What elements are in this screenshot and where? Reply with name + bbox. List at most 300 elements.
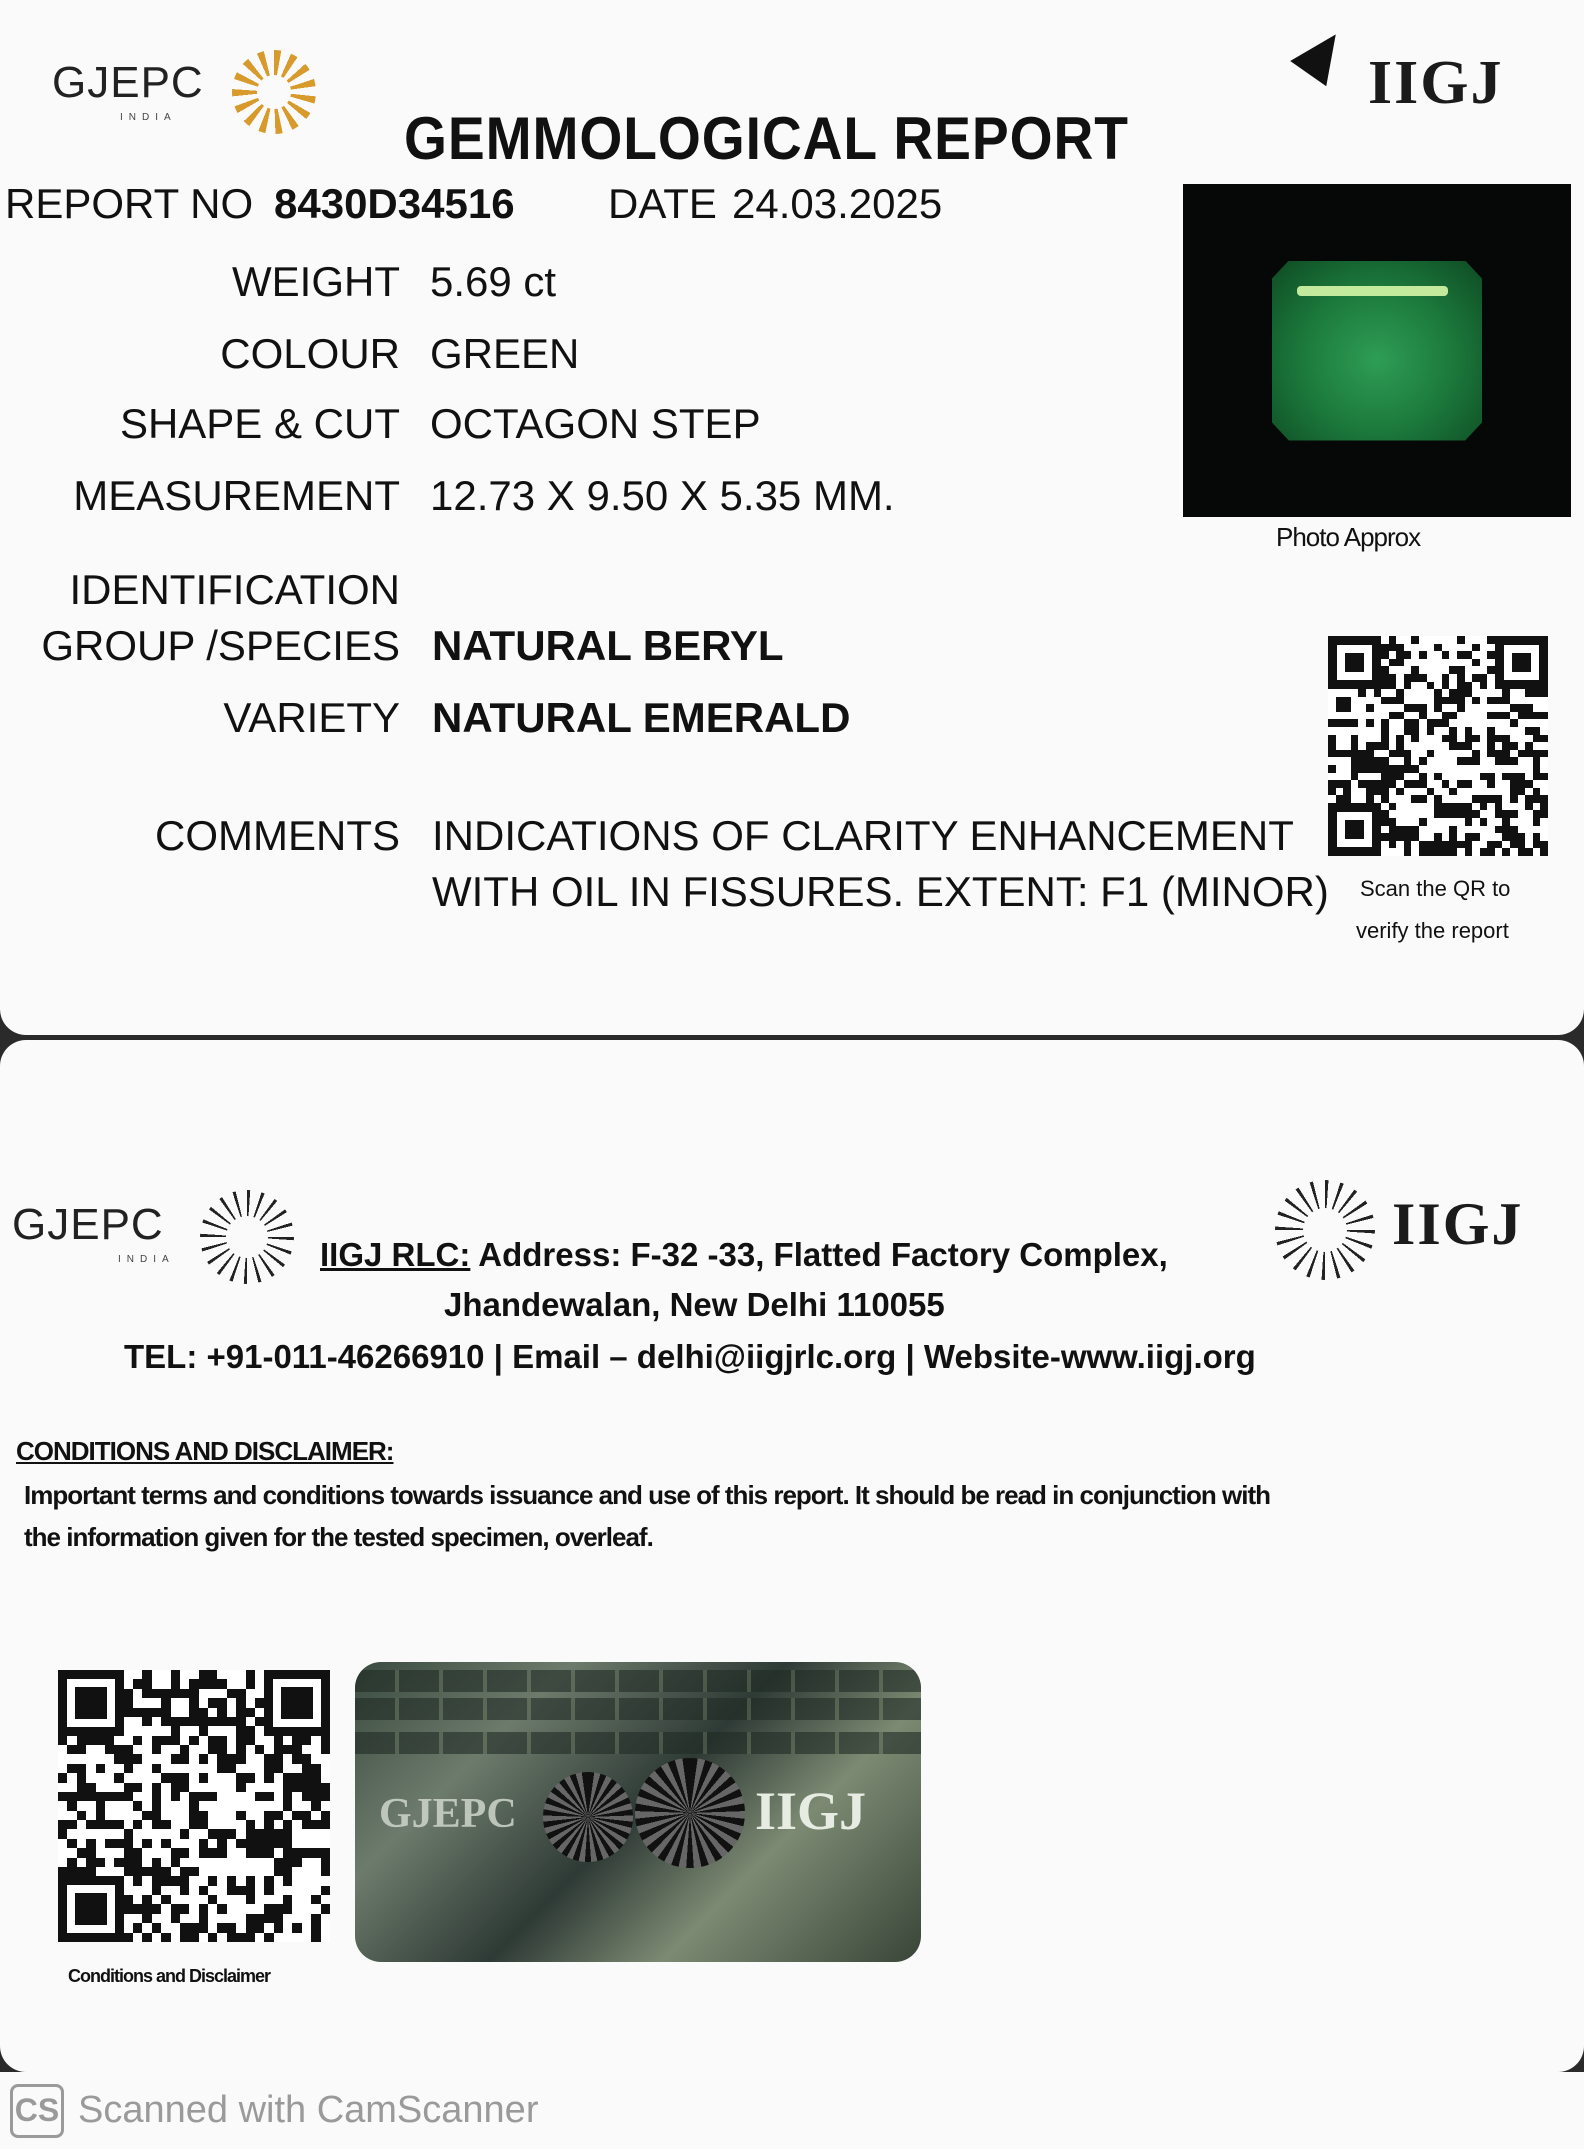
qr-module [1343, 727, 1351, 735]
qr-module [1457, 704, 1465, 712]
qr-module [1336, 750, 1344, 758]
qr-module [114, 1773, 123, 1782]
qr-module [1396, 750, 1404, 758]
qr-module [133, 1670, 142, 1679]
qr-module [255, 1904, 264, 1913]
qr-module [1540, 727, 1548, 735]
qr-module [311, 1886, 320, 1895]
qr-module [283, 1811, 292, 1820]
qr-module [189, 1820, 198, 1829]
qr-module [283, 1848, 292, 1857]
qr-module [1411, 682, 1419, 690]
qr-module [133, 1858, 142, 1867]
qr-module [311, 1933, 320, 1942]
qr-module [114, 1745, 123, 1754]
qr-module [105, 1820, 114, 1829]
qr-module [236, 1689, 245, 1698]
qr-module [1465, 727, 1473, 735]
qr-module [114, 1754, 123, 1763]
qr-module [189, 1933, 198, 1942]
qr-module [1495, 757, 1503, 765]
qr-module [152, 1801, 161, 1810]
qr-module [1434, 697, 1442, 705]
qr-module [1351, 780, 1359, 788]
qr-module [1465, 719, 1473, 727]
qr-module [1540, 712, 1548, 720]
report-no-label: REPORT NO [5, 180, 254, 227]
qr-module [1396, 735, 1404, 743]
qr-module [1495, 788, 1503, 796]
qr-module [1434, 735, 1442, 743]
qr-module [1465, 765, 1473, 773]
qr-module [1480, 727, 1488, 735]
qr-module [1495, 727, 1503, 735]
qr-module [1396, 659, 1404, 667]
qr-module [86, 1783, 95, 1792]
qr-module [321, 1895, 330, 1904]
qr-module [302, 1848, 311, 1857]
qr-module [1465, 659, 1473, 667]
qr-module [1465, 788, 1473, 796]
qr-module [189, 1698, 198, 1707]
qr-module [217, 1717, 226, 1726]
qr-module [1411, 666, 1419, 674]
qr-module [1480, 674, 1488, 682]
qr-module [86, 1801, 95, 1810]
qr-module [1495, 704, 1503, 712]
qr-module [1389, 826, 1397, 834]
qr-module [133, 1689, 142, 1698]
qr-module [133, 1933, 142, 1942]
qr-module [124, 1792, 133, 1801]
qr-module [133, 1801, 142, 1810]
qr-module [180, 1839, 189, 1848]
qr-module [217, 1848, 226, 1857]
qr-module [124, 1736, 133, 1745]
qr-module [1358, 765, 1366, 773]
qr-module [142, 1923, 151, 1932]
qr-module [1419, 682, 1427, 690]
qr-module [1449, 795, 1457, 803]
qr-module [1381, 773, 1389, 781]
qr-module [1336, 719, 1344, 727]
qr-module [133, 1679, 142, 1688]
qr-module [246, 1792, 255, 1801]
qr-module [1518, 742, 1526, 750]
qr-module [67, 1754, 76, 1763]
qr-module [1502, 727, 1510, 735]
qr-module [1465, 780, 1473, 788]
qr-module [208, 1839, 217, 1848]
qr-module [1457, 803, 1465, 811]
qr-module [1411, 674, 1419, 682]
conditions-qr-caption: Conditions and Disclaimer [68, 1966, 271, 1986]
qr-module [1510, 765, 1518, 773]
qr-module [1449, 666, 1457, 674]
qr-module [77, 1745, 86, 1754]
qr-module [1366, 765, 1374, 773]
qr-module [1540, 818, 1548, 826]
qr-module [1396, 697, 1404, 705]
qr-module [321, 1736, 330, 1745]
qr-module [1442, 727, 1450, 735]
qr-module [1381, 826, 1389, 834]
qr-module [1472, 674, 1480, 682]
qr-module [189, 1829, 198, 1838]
qr-module [246, 1933, 255, 1942]
qr-module [236, 1811, 245, 1820]
qr-module [171, 1783, 180, 1792]
qr-module [1366, 795, 1374, 803]
qr-module [124, 1820, 133, 1829]
qr-module [161, 1904, 170, 1913]
qr-module [302, 1923, 311, 1932]
qr-module [142, 1736, 151, 1745]
qr-module [96, 1736, 105, 1745]
qr-module [124, 1670, 133, 1679]
qr-module [1434, 773, 1442, 781]
qr-module [1404, 666, 1412, 674]
qr-module [161, 1923, 170, 1932]
qr-module [1487, 750, 1495, 758]
qr-module [1533, 689, 1541, 697]
qr-module [161, 1773, 170, 1782]
qr-module [1525, 704, 1533, 712]
qr-module [1419, 712, 1427, 720]
qr-module [105, 1736, 114, 1745]
qr-module [180, 1689, 189, 1698]
qr-module [1336, 757, 1344, 765]
qr-module [77, 1820, 86, 1829]
qr-module [152, 1792, 161, 1801]
qr-module [1404, 636, 1412, 644]
qr-module [1411, 773, 1419, 781]
qr-module [142, 1848, 151, 1857]
qr-module [302, 1876, 311, 1885]
gjepc-emblem-icon [232, 50, 316, 134]
qr-module [255, 1923, 264, 1932]
photo-caption: Photo Approx [1276, 522, 1421, 552]
qr-module [1510, 810, 1518, 818]
qr-module [1465, 674, 1473, 682]
qr-module [67, 1801, 76, 1810]
qr-module [1434, 841, 1442, 849]
gjepc-emblem-icon [200, 1190, 294, 1284]
qr-module [1389, 803, 1397, 811]
qr-module [208, 1670, 217, 1679]
qr-module [1442, 841, 1450, 849]
report-back-card [0, 1040, 1584, 2072]
qr-module [264, 1773, 273, 1782]
qr-module [1328, 727, 1336, 735]
qr-module [1525, 780, 1533, 788]
qr-module [1449, 651, 1457, 659]
qr-module [199, 1792, 208, 1801]
qr-module [292, 1829, 301, 1838]
qr-module [1449, 848, 1457, 856]
qr-module [255, 1764, 264, 1773]
qr-module [1487, 712, 1495, 720]
qr-module [1495, 826, 1503, 834]
qr-module [105, 1783, 114, 1792]
qr-module [1358, 788, 1366, 796]
qr-module [1434, 719, 1442, 727]
qr-module [1411, 636, 1419, 644]
qr-module [1411, 750, 1419, 758]
qr-module [1449, 833, 1457, 841]
qr-module [1465, 644, 1473, 652]
qr-module [1457, 757, 1465, 765]
qr-module [1449, 659, 1457, 667]
qr-module [1525, 795, 1533, 803]
qr-module [142, 1717, 151, 1726]
comments-line-1: INDICATIONS OF CLARITY ENHANCEMENT [432, 812, 1294, 859]
qr-module [1374, 795, 1382, 803]
qr-module [1389, 666, 1397, 674]
qr-module [1404, 818, 1412, 826]
qr-module [311, 1745, 320, 1754]
qr-module [114, 1783, 123, 1792]
qr-module [1336, 704, 1344, 712]
qr-module [189, 1895, 198, 1904]
qr-module [1328, 795, 1336, 803]
qr-module [217, 1820, 226, 1829]
qr-module [1480, 810, 1488, 818]
qr-module [1449, 727, 1457, 735]
qr-module [1396, 727, 1404, 735]
qr-module [96, 1792, 105, 1801]
qr-module [311, 1773, 320, 1782]
qr-module [171, 1717, 180, 1726]
variety-value: NATURAL EMERALD [432, 694, 851, 741]
qr-module [1487, 818, 1495, 826]
qr-module [124, 1895, 133, 1904]
qr-module [189, 1764, 198, 1773]
qr-module [1472, 719, 1480, 727]
qr-module [142, 1904, 151, 1913]
qr-module [255, 1745, 264, 1754]
verify-qr-code[interactable] [1328, 636, 1548, 856]
qr-module [1465, 833, 1473, 841]
qr-module [236, 1726, 245, 1735]
shape-cut-label: SHAPE & CUT [119, 400, 400, 447]
qr-module [161, 1886, 170, 1895]
qr-module [171, 1829, 180, 1838]
qr-module [1465, 841, 1473, 849]
qr-module [1480, 689, 1488, 697]
qr-module [105, 1801, 114, 1810]
qr-module [1351, 757, 1359, 765]
conditions-qr-code[interactable] [58, 1670, 330, 1942]
qr-module [1525, 810, 1533, 818]
qr-module [199, 1726, 208, 1735]
qr-module [1419, 659, 1427, 667]
qr-module [283, 1876, 292, 1885]
qr-module [77, 1867, 86, 1876]
qr-module [1389, 765, 1397, 773]
qr-module [1374, 727, 1382, 735]
qr-module [1533, 780, 1541, 788]
qr-module [302, 1904, 311, 1913]
qr-module [227, 1886, 236, 1895]
qr-module [180, 1829, 189, 1838]
qr-module [302, 1736, 311, 1745]
qr-module [1449, 810, 1457, 818]
qr-module [86, 1867, 95, 1876]
qr-module [208, 1717, 217, 1726]
qr-module [292, 1792, 301, 1801]
qr-module [255, 1839, 264, 1848]
qr-module [1396, 666, 1404, 674]
qr-module [199, 1698, 208, 1707]
qr-module [180, 1745, 189, 1754]
qr-module [1419, 689, 1427, 697]
qr-module [283, 1867, 292, 1876]
qr-module [1502, 765, 1510, 773]
qr-module [236, 1839, 245, 1848]
qr-module [1358, 773, 1366, 781]
qr-module [142, 1914, 151, 1923]
qr-module [180, 1820, 189, 1829]
qr-module [1434, 636, 1442, 644]
qr-module [77, 1829, 86, 1838]
gem-photo [1183, 184, 1571, 517]
qr-module [124, 1764, 133, 1773]
qr-module [264, 1764, 273, 1773]
qr-module [199, 1764, 208, 1773]
qr-module [133, 1754, 142, 1763]
qr-module [1396, 712, 1404, 720]
qr-module [189, 1679, 198, 1688]
qr-module [105, 1745, 114, 1754]
qr-module [217, 1726, 226, 1735]
qr-module [171, 1848, 180, 1857]
qr-module [171, 1886, 180, 1895]
qr-module [1457, 795, 1465, 803]
qr-module [133, 1923, 142, 1932]
qr-module [114, 1820, 123, 1829]
qr-module [67, 1848, 76, 1857]
qr-module [217, 1801, 226, 1810]
qr-module [77, 1839, 86, 1848]
qr-module [1427, 765, 1435, 773]
qr-module [1389, 689, 1397, 697]
qr-module [236, 1933, 245, 1942]
qr-module [124, 1689, 133, 1698]
qr-module [1487, 689, 1495, 697]
qr-module [58, 1829, 67, 1838]
weight-value: 5.69 ct [430, 258, 557, 305]
qr-module [264, 1867, 273, 1876]
qr-module [1419, 795, 1427, 803]
qr-module [1442, 826, 1450, 834]
qr-module [142, 1867, 151, 1876]
qr-module [255, 1886, 264, 1895]
iigj-logo-text-back: IIGJ [1392, 1191, 1524, 1257]
qr-module [1495, 810, 1503, 818]
qr-module [1404, 712, 1412, 720]
qr-module [171, 1895, 180, 1904]
qr-module [1495, 833, 1503, 841]
qr-module [264, 1783, 273, 1792]
qr-module [217, 1895, 226, 1904]
qr-module [1540, 795, 1548, 803]
qr-module [77, 1848, 86, 1857]
qr-module [302, 1839, 311, 1848]
qr-module [152, 1886, 161, 1895]
qr-module [283, 1745, 292, 1754]
qr-module [1449, 636, 1457, 644]
qr-module [1480, 719, 1488, 727]
hologram-gjepc-text: GJEPC [379, 1791, 517, 1837]
qr-module [1540, 848, 1548, 856]
qr-module [208, 1923, 217, 1932]
qr-module [1449, 841, 1457, 849]
qr-module [189, 1708, 198, 1717]
qr-module [1366, 727, 1374, 735]
qr-module [1540, 803, 1548, 811]
qr-module [1404, 848, 1412, 856]
qr-module [208, 1895, 217, 1904]
qr-module [1525, 803, 1533, 811]
qr-module [255, 1754, 264, 1763]
qr-module [1381, 674, 1389, 682]
qr-module [1472, 712, 1480, 720]
qr-module [1381, 780, 1389, 788]
qr-module [1518, 697, 1526, 705]
qr-module [1487, 810, 1495, 818]
qr-module [152, 1754, 161, 1763]
qr-module [274, 1773, 283, 1782]
qr-module [1457, 674, 1465, 682]
qr-module [208, 1708, 217, 1717]
qr-module [311, 1754, 320, 1763]
qr-module [152, 1923, 161, 1932]
qr-module [133, 1876, 142, 1885]
qr-module [1442, 719, 1450, 727]
qr-finder-pattern [1328, 803, 1381, 856]
hologram-stripe-top [355, 1670, 921, 1692]
qr-module [1502, 833, 1510, 841]
qr-module [246, 1895, 255, 1904]
qr-module [1343, 773, 1351, 781]
hologram-stripe-mid [355, 1698, 921, 1720]
qr-module [264, 1820, 273, 1829]
qr-module [1472, 810, 1480, 818]
qr-module [217, 1783, 226, 1792]
qr-module [199, 1811, 208, 1820]
qr-module [189, 1717, 198, 1726]
qr-module [1457, 773, 1465, 781]
qr-module [1411, 727, 1419, 735]
qr-module [1434, 659, 1442, 667]
qr-module [114, 1792, 123, 1801]
qr-module [1510, 803, 1518, 811]
qr-finder-pattern [58, 1670, 124, 1736]
qr-module [105, 1792, 114, 1801]
qr-module [246, 1923, 255, 1932]
qr-module [180, 1764, 189, 1773]
qr-module [208, 1745, 217, 1754]
qr-module [1487, 780, 1495, 788]
qr-module [292, 1848, 301, 1857]
qr-module [1510, 788, 1518, 796]
qr-module [1540, 689, 1548, 697]
qr-module [180, 1792, 189, 1801]
qr-module [96, 1754, 105, 1763]
qr-module [1434, 689, 1442, 697]
qr-module [1472, 848, 1480, 856]
